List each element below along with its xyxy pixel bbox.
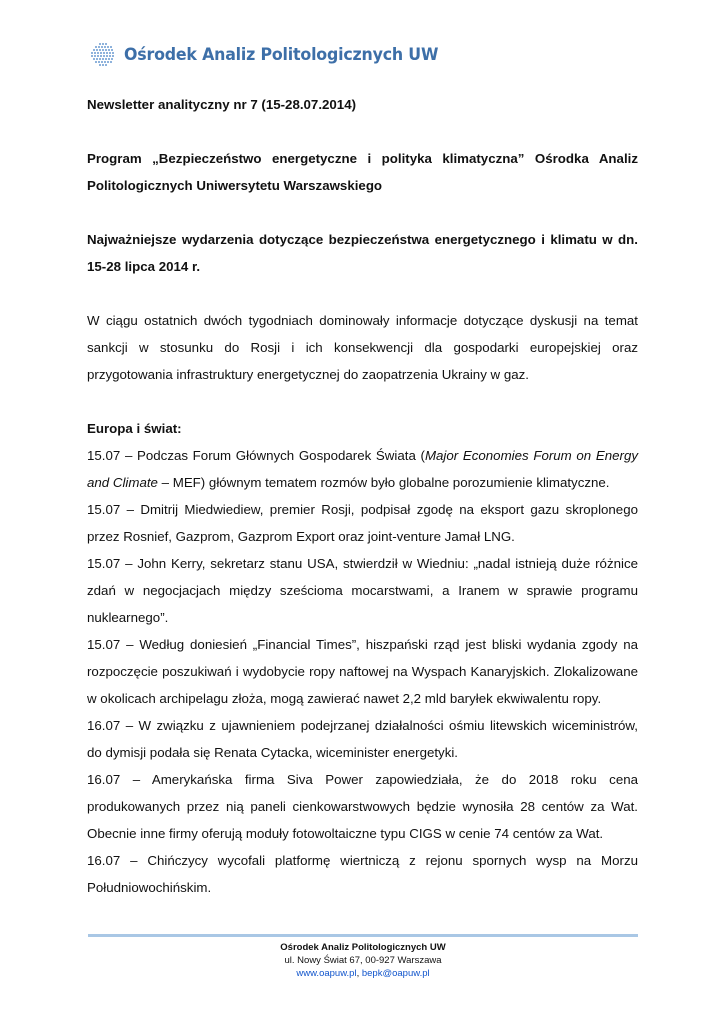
news-entry: 16.07 – W związku z ujawnieniem podejrzanej działalności ośmiu litewskich wiceministrów, do dymisji podała się Renata Cytacka, wiceminister energetyki. [87, 718, 638, 760]
events-title: Najważniejsze wydarzenia dotyczące bezpieczeństwa energetycznego i klimatu w dn. 15-28 lipca 2014 r. [87, 232, 638, 274]
program-title: Program „Bezpieczeństwo energetyczne i polityka klimatyczna” Ośrodka Analiz Politologicznych Uniwersytetu Warszawskiego [87, 151, 638, 193]
news-entry: 16.07 – Chińczycy wycofali platformę wiertniczą z rejonu spornych wysp na Morzu Południowochińskim. [87, 853, 638, 895]
email-link[interactable]: bepk@oapuw.pl [361, 968, 430, 979]
entry-text: – MEF) głównym tematem rozmów było globalne porozumienie klimatyczne. [157, 475, 610, 490]
footer-contacts [88, 967, 638, 980]
newsletter-title: Newsletter analityczny nr 7 (15-28.07.2014) [87, 97, 357, 112]
document-body [87, 91, 638, 901]
header-logo [90, 42, 462, 68]
entry-text: 15.07 – Podczas Forum Głównych Gospodarek Świata ( [87, 448, 425, 463]
website-link[interactable]: www.oapuw.pl [296, 968, 357, 979]
news-entry: 15.07 – Dmitrij Miedwiediew, premier Rosji, podpisał zgodę na eksport gazu skroplonego przez Rosnief, Gazprom, Gazprom Export oraz joint-venture Jamał LNG. [87, 502, 638, 544]
news-entry: 15.07 – John Kerry, sekretarz stanu USA, stwierdził w Wiedniu: „nadal istnieją duże różnice zdań w negocjacjach między sześcioma mocarstwami, a Iranem w sprawie programu nuklearnego”. [87, 556, 638, 625]
intro-paragraph: W ciągu ostatnich dwóch tygodniach dominowały informacje dotyczące dyskusji na temat sankcji w stosunku do Rosji i ich konsekwencji dla gospodarki europejskiej oraz przygotowania infrastruktury energetycznej do zaopatrzenia Ukrainy w gaz. [87, 313, 638, 382]
section-heading: Europa i świat: [87, 421, 182, 436]
news-entry: 16.07 – Amerykańska firma Siva Power zapowiedziała, że do 2018 roku cena produkowanych przez nią paneli cienkowarstwowych będzie wynosiła 28 centów za Wat. Obecnie inne firmy oferują moduły fotowoltaiczne typu CIGS w cenie 74 centów za Wat. [87, 772, 638, 841]
news-entry [87, 442, 638, 496]
footer-separator: , [356, 968, 362, 979]
globe-icon [90, 42, 116, 68]
news-entry: 15.07 – Według doniesień „Financial Times”, hiszpański rząd jest bliski wydania zgody na rozpoczęcie poszukiwań i wydobycie ropy naftowej na Wyspach Kanaryjskich. Zlokalizowane w okolicach archipelagu złoża, mogą zawierać nawet 2,2 mld baryłek ekwiwalentu ropy. [87, 637, 638, 706]
logo-text: Ośrodek Analiz Politologicznych UW [124, 45, 439, 65]
footer-org: Ośrodek Analiz Politologicznych UW [280, 942, 446, 953]
entry-italic-text: Major Economies Forum on Energy and Climate [87, 448, 639, 490]
footer [88, 941, 638, 980]
footer-address: ul. Nowy Świat 67, 00-927 Warszawa [284, 955, 442, 966]
footer-divider [88, 934, 638, 937]
